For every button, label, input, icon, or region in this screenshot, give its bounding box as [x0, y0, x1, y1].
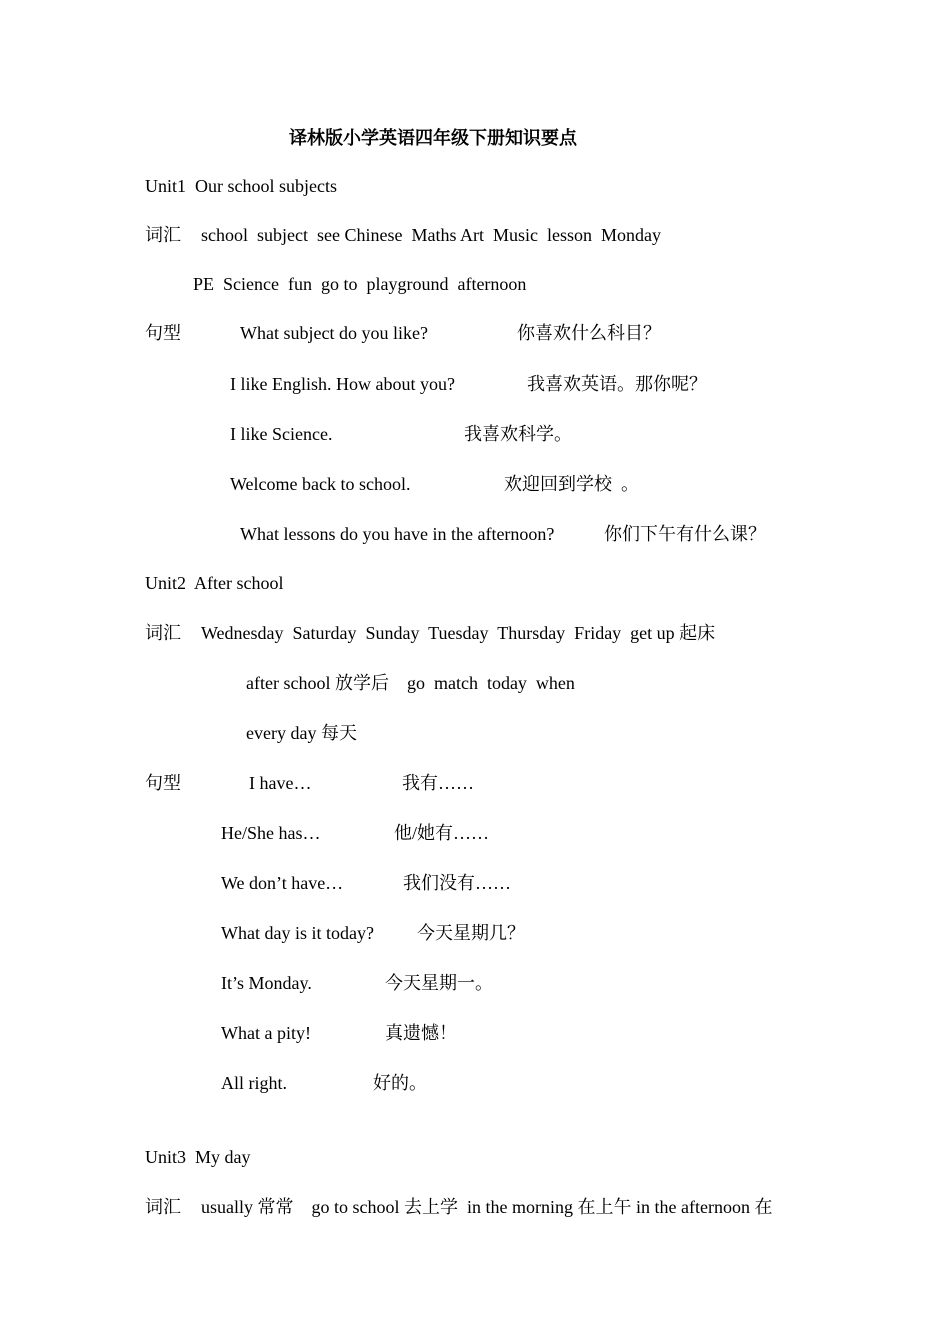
unit1-sentence-4-zh: 欢迎回到学校 。: [504, 474, 639, 494]
unit2-sentence-4-en: What day is it today?: [221, 923, 374, 943]
unit1-sentence-3-zh: 我喜欢科学。: [464, 424, 572, 444]
unit2-sentence-3-en: We don’t have…: [221, 873, 344, 893]
unit2-sentence-5-zh: 今天星期一。: [385, 973, 493, 993]
unit1-vocab-label: 词汇: [145, 225, 181, 245]
unit3-heading: Unit3 My day: [145, 1147, 251, 1167]
unit2-sentence-label: 句型: [145, 773, 181, 793]
unit1-heading: Unit1 Our school subjects: [145, 176, 337, 196]
unit3-vocab-label: 词汇: [145, 1197, 181, 1217]
unit2-sentence-7-en: All right.: [221, 1073, 287, 1093]
unit1-sentence-1-zh: 你喜欢什么科目？: [517, 323, 661, 343]
unit1-vocab-line1: school subject see Chinese Maths Art Music lesson Monday: [201, 225, 661, 245]
unit1-sentence-2-en: I like English. How about you?: [230, 374, 455, 394]
unit3-vocab-line1: usually 常常 go to school 去上学 in the morning 在上午 in the afternoon 在: [201, 1197, 773, 1217]
unit1-vocab-line2: PE Science fun go to playground afternoon: [193, 274, 527, 294]
unit2-vocab-line2: after school 放学后 go match today when: [246, 673, 575, 693]
unit2-sentence-5-en: It’s Monday.: [221, 973, 312, 993]
unit2-sentence-2-en: He/She has…: [221, 823, 321, 843]
unit2-vocab-label: 词汇: [145, 623, 181, 643]
unit2-sentence-1-en: I have…: [249, 773, 312, 793]
page-title: 译林版小学英语四年级下册知识要点: [289, 128, 577, 148]
unit2-sentence-6-en: What a pity!: [221, 1023, 311, 1043]
unit1-sentence-2-zh: 我喜欢英语。那你呢？: [527, 374, 707, 394]
unit2-sentence-7-zh: 好的。: [373, 1073, 427, 1093]
unit2-vocab-line3: every day 每天: [246, 723, 357, 743]
unit2-vocab-line1: Wednesday Saturday Sunday Tuesday Thursday Friday get up 起床: [201, 623, 716, 643]
unit2-sentence-4-zh: 今天星期几？: [417, 923, 525, 943]
unit1-sentence-5-zh: 你们下午有什么课？: [604, 524, 766, 544]
unit2-sentence-3-zh: 我们没有……: [403, 873, 511, 893]
unit1-sentence-3-en: I like Science.: [230, 424, 333, 444]
unit2-sentence-1-zh: 我有……: [402, 773, 474, 793]
unit1-sentence-5-en: What lessons do you have in the afternoon?: [240, 524, 555, 544]
unit2-sentence-6-zh: 真遗憾！: [385, 1023, 457, 1043]
unit2-sentence-2-zh: 他/她有……: [394, 823, 490, 843]
unit1-sentence-label: 句型: [145, 323, 181, 343]
unit2-heading: Unit2 After school: [145, 573, 284, 593]
unit1-sentence-4-en: Welcome back to school.: [230, 474, 411, 494]
unit1-sentence-1-en: What subject do you like?: [240, 323, 428, 343]
